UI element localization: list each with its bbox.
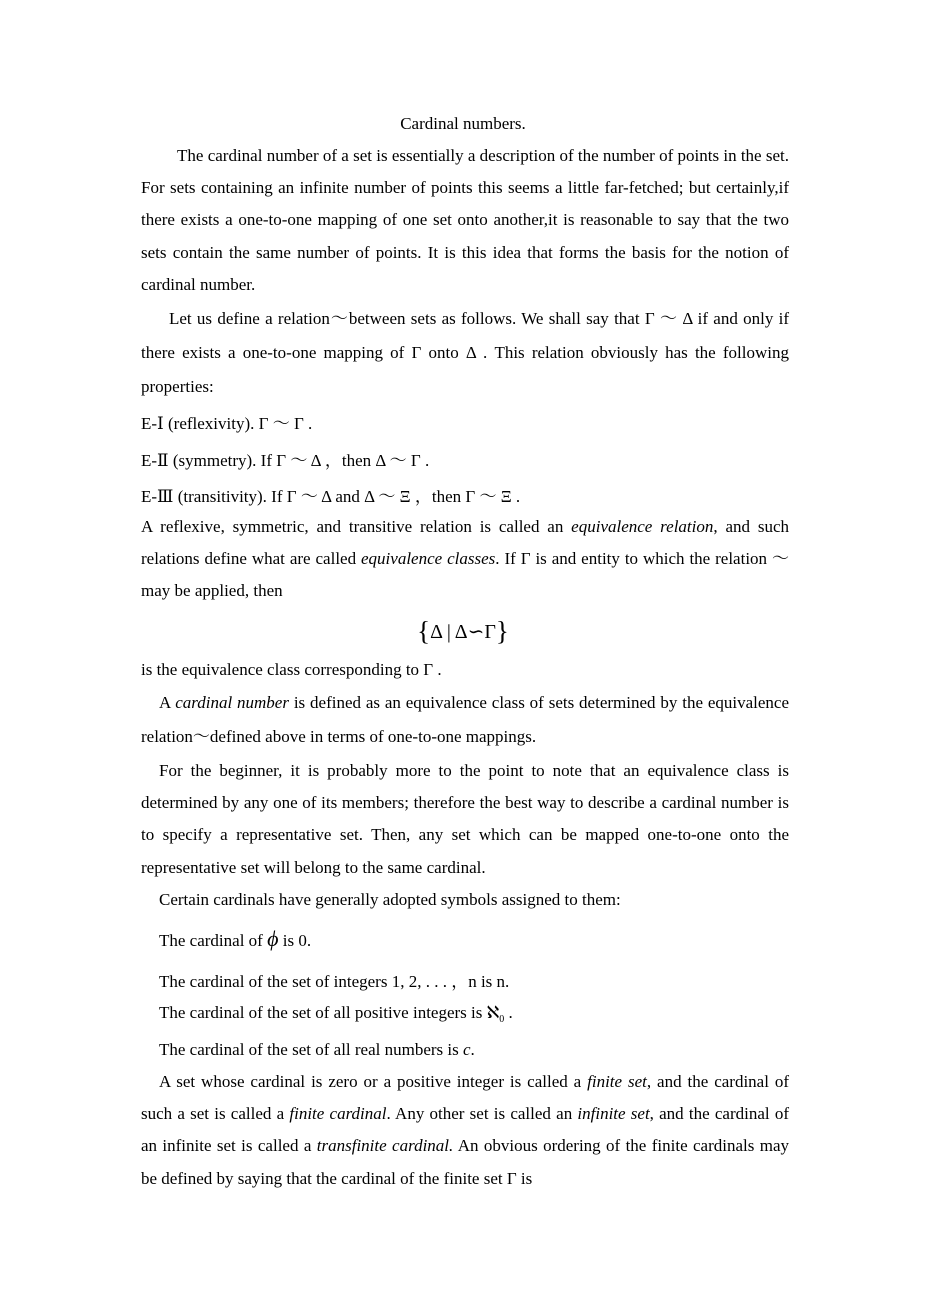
paragraph-beginner-note: For the beginner, it is probably more to the point to note that an equivalence class is determined by any one of its members; therefore the best way to describe a cardinal number is to specify a representative set. Then, any set which can be mapped one-to-one onto the representative set will belong to the same cardinal. bbox=[141, 761, 789, 877]
cardinal-positive-integers bbox=[159, 1003, 807, 1025]
term-finite-set: finite set bbox=[587, 1072, 647, 1091]
text-run: , and the cardinal of such a set is called a bbox=[141, 1072, 790, 1124]
property-symmetry: E-Ⅱ (symmetry). If Γ ～ Δ ，then Δ ～ Γ . bbox=[141, 451, 430, 470]
term-transfinite-cardinal: transfinite cardinal. bbox=[316, 1136, 454, 1156]
text-run: is 0. bbox=[278, 931, 312, 950]
cardinal-real-numbers bbox=[159, 1040, 807, 1060]
cardinal-empty-set bbox=[159, 926, 807, 952]
paragraph-symbols-intro: Certain cardinals have generally adopted symbols assigned to them: bbox=[159, 890, 621, 909]
equation-close-brace: } bbox=[495, 616, 509, 646]
text-run: . bbox=[504, 1003, 513, 1022]
aleph-symbol: ℵ bbox=[486, 1003, 500, 1022]
continuum-symbol: c bbox=[463, 1040, 471, 1059]
property-transitivity: E-Ⅲ (transitivity). If Γ ～ Δ and Δ ～ Ξ ，then Γ ～ Ξ . bbox=[141, 487, 521, 506]
text-run: The cardinal of bbox=[159, 931, 268, 950]
equation-open-brace: { bbox=[417, 616, 431, 646]
paragraph-equivalence-relation bbox=[141, 511, 789, 608]
text-run: . Any other set is called an bbox=[386, 1104, 578, 1124]
equation-body: Δ | Δ∽Γ bbox=[430, 621, 496, 643]
paragraph-equivalence-class-note: is the equivalence class corresponding to Γ . bbox=[141, 660, 442, 679]
property-reflexivity: E-Ⅰ (reflexivity). Γ ～ Γ . bbox=[141, 414, 313, 433]
text-run: The cardinal of the set of all real numbers is bbox=[159, 1040, 463, 1059]
term-equivalence-relation: equivalence relation bbox=[571, 517, 714, 536]
text-run: A set whose cardinal is zero or a positive integer is called a bbox=[159, 1072, 588, 1091]
paragraph-relation-definition: Let us define a relation～between sets as follows. We shall say that Γ ～ Δ if and only if there exists a one-to-one mapping of Γ onto Δ . This relation obviously has the following properties: bbox=[141, 309, 789, 396]
paragraph-cardinal-definition bbox=[141, 686, 789, 754]
paragraph-intro: The cardinal number of a set is essentially a description of the number of points in the set. For sets containing an infinite number of points this seems a little far-fetched; but certainly,if there exists a one-to-one mapping of one set onto another,it is reasonable to say that the two sets contain the same number of points. It is this idea that forms the basis for the notion of cardinal number. bbox=[141, 146, 789, 294]
equation-equivalence-class bbox=[0, 616, 926, 647]
text-run: . bbox=[470, 1040, 475, 1059]
text-run: An obvious ordering of the finite cardinals may be defined by saying that the cardinal of the finite set Γ is bbox=[141, 1136, 789, 1188]
paragraph-finite-infinite bbox=[141, 1066, 789, 1195]
term-equivalence-classes: equivalence classes bbox=[361, 549, 496, 569]
text-run: , and such relations define what are called bbox=[141, 517, 789, 569]
text-run: The cardinal of the set of all positive integers is bbox=[159, 1003, 487, 1022]
term-finite-cardinal: finite cardinal bbox=[289, 1104, 387, 1124]
term-cardinal-number: cardinal number bbox=[175, 693, 289, 712]
aleph-subscript: 0 bbox=[499, 1014, 505, 1025]
text-run: is defined as an equivalence class of sets determined by the equivalence relation～defined above in terms of one-to-one mappings. bbox=[141, 693, 790, 746]
text-run: . If Γ is and entity to which the relation ～ may be applied, then bbox=[141, 549, 789, 601]
cardinal-finite-integers: The cardinal of the set of integers 1, 2, . . . ，n is n. bbox=[159, 972, 510, 991]
term-infinite-set: infinite set bbox=[577, 1104, 650, 1124]
page-title: Cardinal numbers. bbox=[400, 114, 526, 133]
text-run: A bbox=[159, 693, 176, 712]
text-run: , and the cardinal of an infinite set is called a bbox=[141, 1104, 790, 1156]
text-run: A reflexive, symmetric, and transitive relation is called an bbox=[141, 517, 572, 536]
empty-set-symbol: ϕ bbox=[267, 926, 279, 951]
